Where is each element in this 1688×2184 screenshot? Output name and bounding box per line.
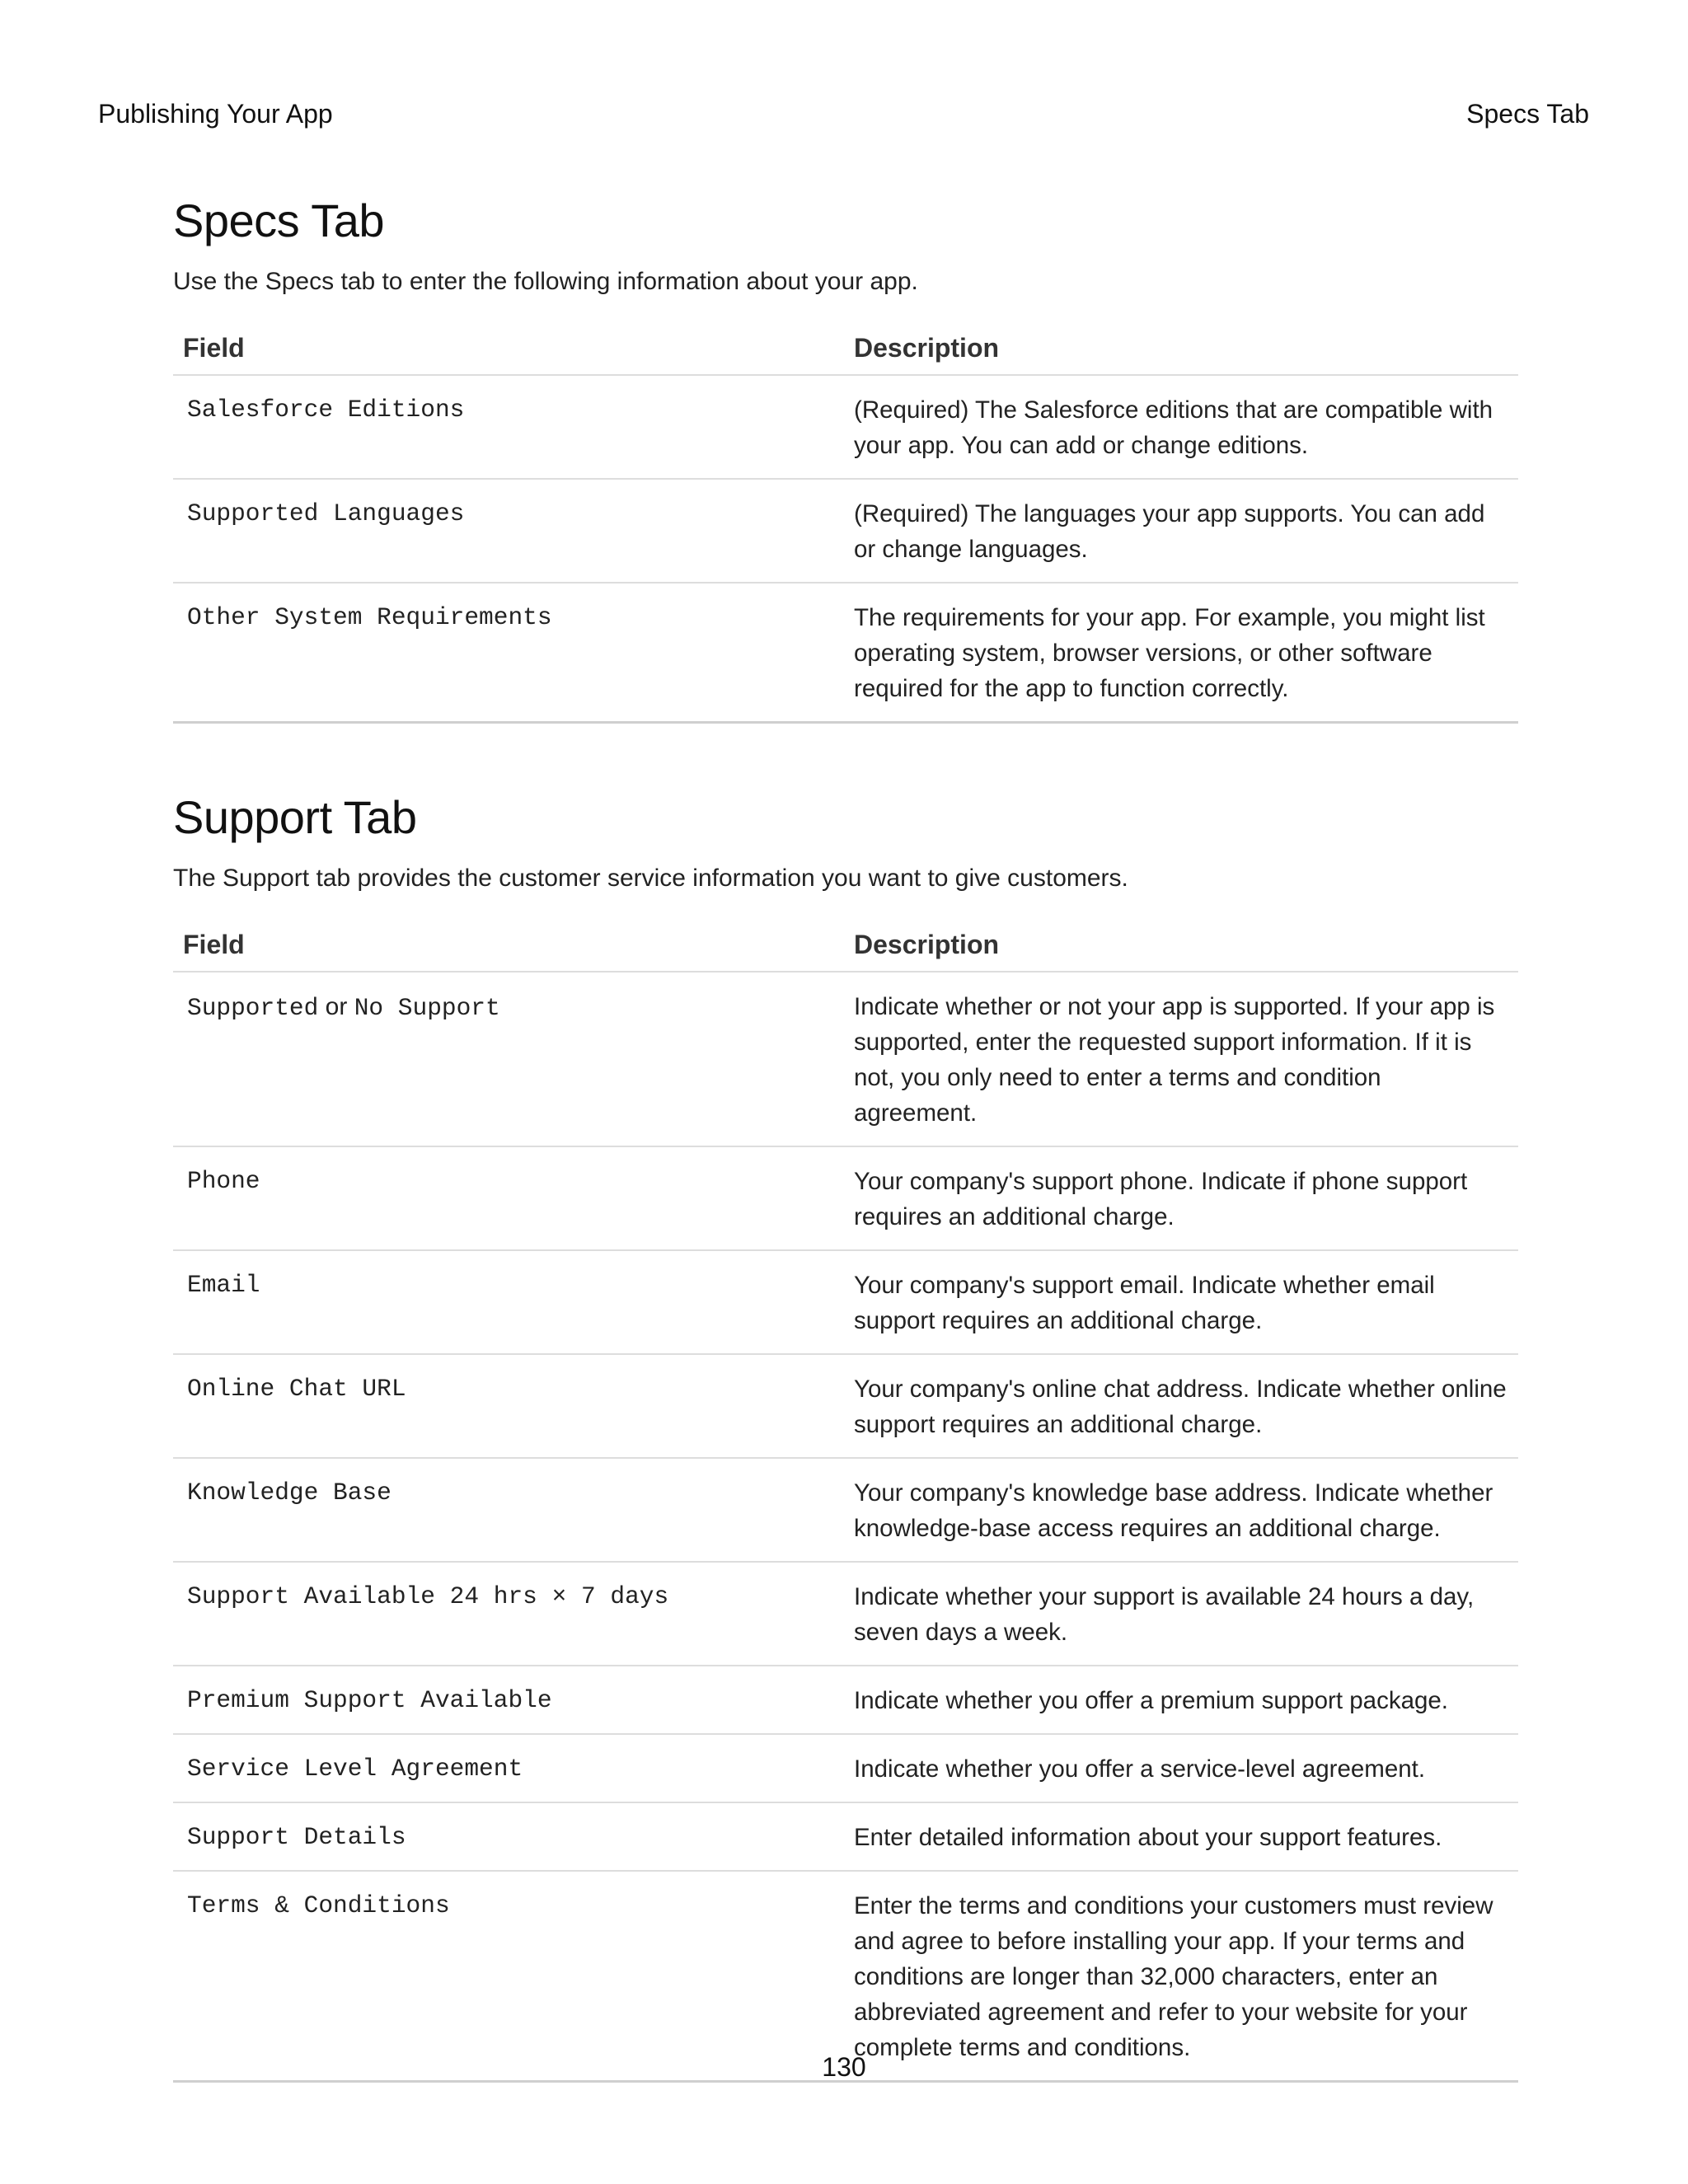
field-description: Indicate whether your support is available 24 hours a day, seven days a week. <box>844 1562 1518 1666</box>
support-section-title: Support Tab <box>173 791 417 843</box>
field-name: Support Available 24 hrs × 7 days <box>173 1562 844 1666</box>
table-row <box>173 1802 1518 1871</box>
field-name: Other System Requirements <box>173 583 844 723</box>
field-name: Email <box>173 1250 844 1354</box>
support-table <box>173 928 1518 2083</box>
field-column-header: Field <box>173 331 844 375</box>
specs-section-title: Specs Tab <box>173 194 384 246</box>
field-name-no-support: No Support <box>354 994 500 1022</box>
table-row <box>173 1734 1518 1802</box>
field-name: Salesforce Editions <box>173 375 844 479</box>
support-section <box>173 788 1518 2083</box>
field-name: Online Chat URL <box>173 1354 844 1458</box>
field-column-header: Field <box>173 928 844 972</box>
table-row <box>173 1146 1518 1250</box>
table-row <box>173 1458 1518 1562</box>
field-description: Indicate whether you offer a service-level agreement. <box>844 1734 1518 1802</box>
field-description: (Required) The languages your app supports. You can add or change languages. <box>844 479 1518 583</box>
support-section-intro: The Support tab provides the customer service information you want to give customers. <box>173 865 1128 892</box>
field-name <box>173 972 844 1146</box>
table-header-row <box>173 331 1518 375</box>
field-description: Indicate whether you offer a premium support package. <box>844 1666 1518 1734</box>
table-row <box>173 972 1518 1146</box>
table-row <box>173 1354 1518 1458</box>
page-number: 130 <box>822 2052 866 2082</box>
field-description: Your company's support email. Indicate whether email support requires an additional charge. <box>844 1250 1518 1354</box>
table-row <box>173 1666 1518 1734</box>
running-header-section: Specs Tab <box>1466 99 1589 129</box>
table-row <box>173 479 1518 583</box>
running-header-chapter: Publishing Your App <box>98 99 333 129</box>
field-name: Terms & Conditions <box>173 1871 844 2082</box>
description-column-header: Description <box>844 928 1518 972</box>
page-content <box>173 191 1518 2083</box>
field-description: Enter detailed information about your support features. <box>844 1802 1518 1871</box>
description-column-header: Description <box>844 331 1518 375</box>
specs-section-intro: Use the Specs tab to enter the following information about your app. <box>173 268 918 295</box>
field-description: The requirements for your app. For example, you might list operating system, browser versions, or other software required for the app to function correctly. <box>844 583 1518 723</box>
field-name: Supported Languages <box>173 479 844 583</box>
field-description: Your company's online chat address. Indicate whether online support requires an additional charge. <box>844 1354 1518 1458</box>
field-description: Your company's support phone. Indicate if phone support requires an additional charge. <box>844 1146 1518 1250</box>
specs-table <box>173 331 1518 724</box>
field-description: (Required) The Salesforce editions that are compatible with your app. You can add or change editions. <box>844 375 1518 479</box>
table-header-row <box>173 928 1518 972</box>
field-name-connector: or <box>318 993 354 1020</box>
field-description: Indicate whether or not your app is supported. If your app is supported, enter the requested support information. If it is not, you only need to enter a terms and condition agreement. <box>844 972 1518 1146</box>
field-name: Support Details <box>173 1802 844 1871</box>
field-name-supported: Supported <box>187 994 319 1022</box>
field-description: Enter the terms and conditions your customers must review and agree to before installing your app. If your terms and conditions are longer than 32,000 characters, enter an abbreviated agreement and refer to your website for your complete terms and conditions. <box>844 1871 1518 2082</box>
field-name: Phone <box>173 1146 844 1250</box>
specs-section <box>173 191 1518 724</box>
field-name: Premium Support Available <box>173 1666 844 1734</box>
table-row <box>173 1562 1518 1666</box>
table-row <box>173 375 1518 479</box>
field-name: Knowledge Base <box>173 1458 844 1562</box>
field-name: Service Level Agreement <box>173 1734 844 1802</box>
table-row <box>173 583 1518 723</box>
table-row <box>173 1250 1518 1354</box>
field-description: Your company's knowledge base address. Indicate whether knowledge-base access requires an additional charge. <box>844 1458 1518 1562</box>
